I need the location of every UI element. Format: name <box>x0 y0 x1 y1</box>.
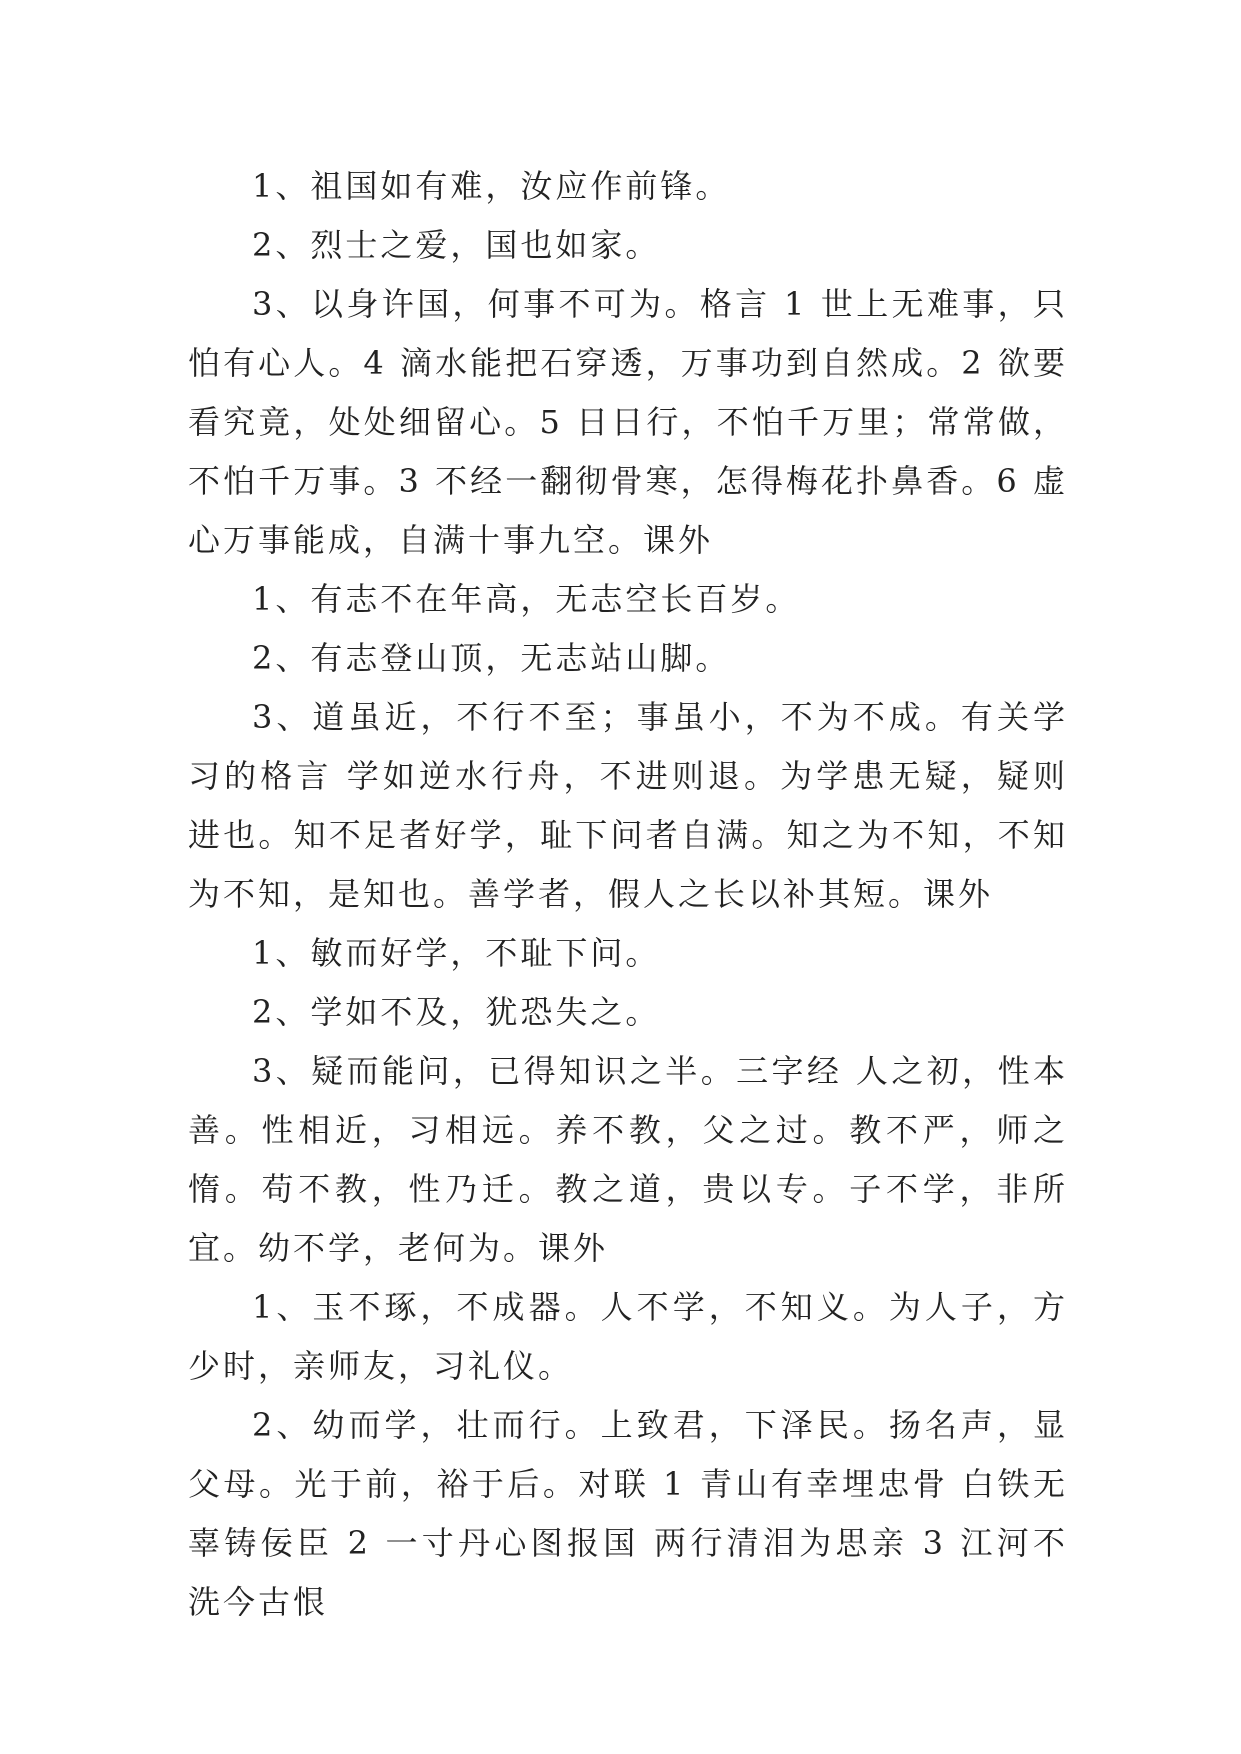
document-body <box>188 157 1068 1632</box>
paragraph: 2、幼而学，壮而行。上致君，下泽民。扬名声，显父母。光于前，裕于后。对联 1 青山有幸埋忠骨 白铁无辜铸佞臣 2 一寸丹心图报国 两行清泪为思亲 3 江河不洗今古恨 <box>188 1406 1068 1621</box>
paragraph: 2、学如不及，犹恐失之。 <box>252 993 661 1031</box>
paragraph: 2、烈士之爱，国也如家。 <box>252 226 661 264</box>
paragraph: 3、以身许国，何事不可为。格言 1 世上无难事，只怕有心人。4 滴水能把石穿透，万事功到自然成。2 欲要看究竟，处处细留心。5 日日行，不怕千万里；常常做，不怕千万事。3 不经一翻彻骨寒，怎得梅花扑鼻香。6 虚心万事能成，自满十事九空。课外 <box>188 285 1068 559</box>
paragraph: 2、有志登山顶，无志站山脚。 <box>252 639 731 677</box>
paragraph: 1、玉不琢，不成器。人不学，不知义。为人子，方少时，亲师友，习礼仪。 <box>188 1288 1068 1385</box>
paragraph: 1、有志不在年高，无志空长百岁。 <box>252 580 801 618</box>
paragraph: 3、疑而能问，已得知识之半。三字经 人之初，性本善。性相近，习相远。养不教，父之过。教不严，师之惰。苟不教，性乃迁。教之道，贵以专。子不学，非所宜。幼不学，老何为。课外 <box>188 1052 1068 1267</box>
paragraph: 1、祖国如有难，汝应作前锋。 <box>252 167 731 205</box>
paragraph: 1、敏而好学，不耻下问。 <box>252 934 661 972</box>
paragraph: 3、道虽近，不行不至；事虽小，不为不成。有关学习的格言 学如逆水行舟，不进则退。为学患无疑，疑则进也。知不足者好学，耻下问者自满。知之为不知，不知为不知，是知也。善学者，假人之长以补其短。课外 <box>188 698 1068 913</box>
